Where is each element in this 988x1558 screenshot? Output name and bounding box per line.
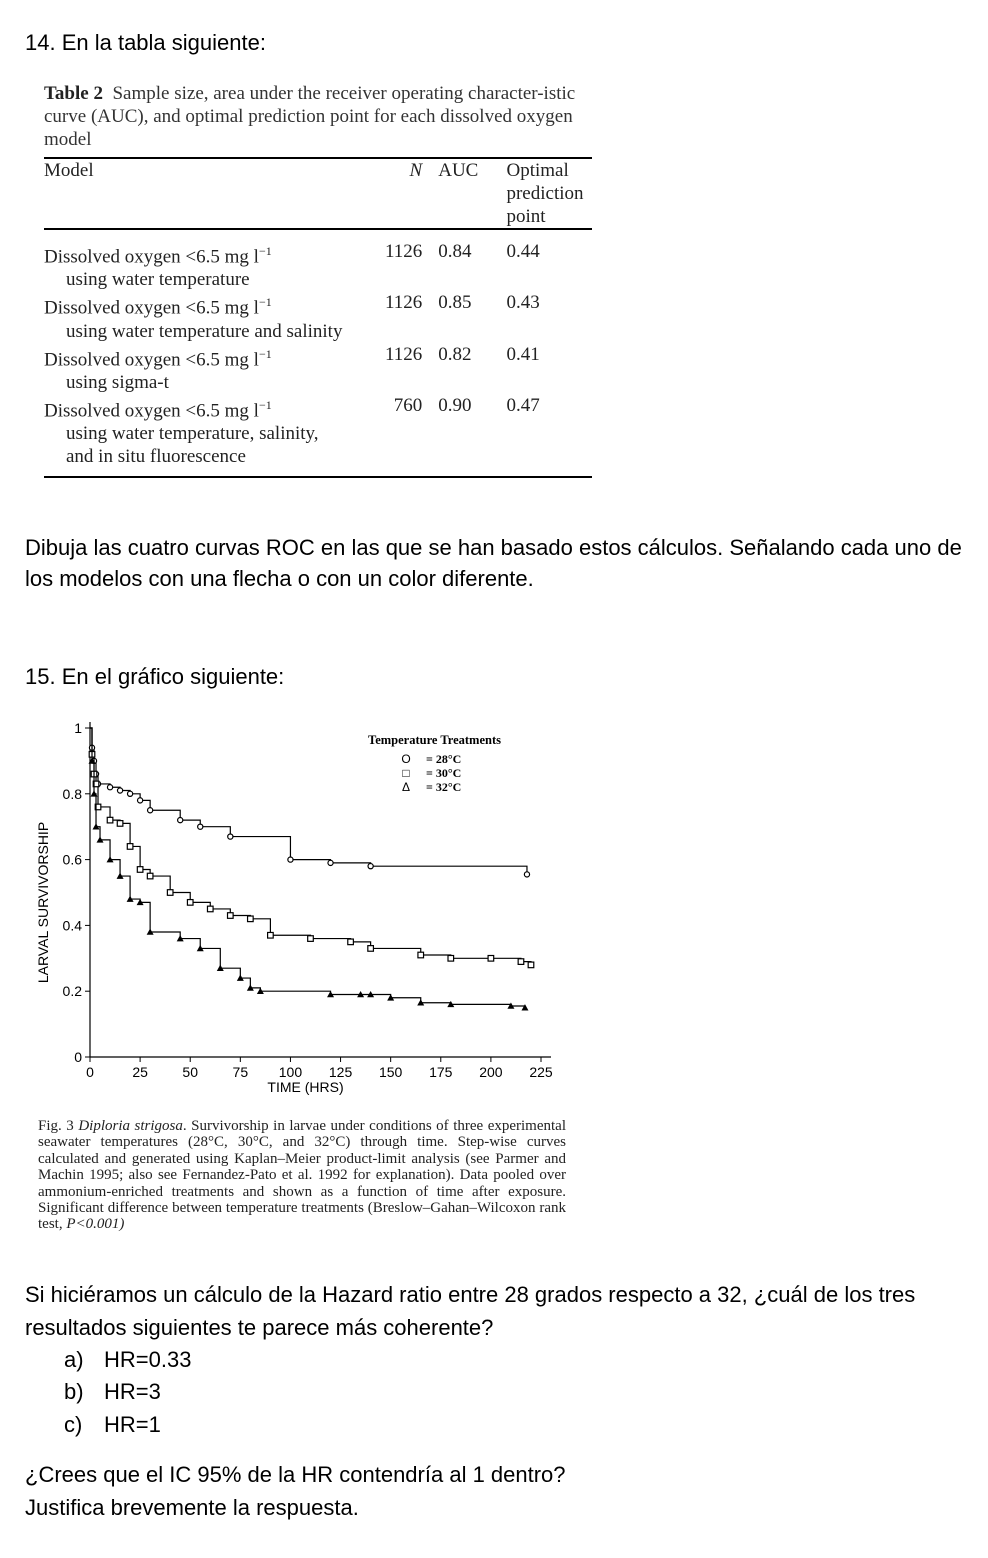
legend-label: = 30°C bbox=[426, 766, 462, 780]
legend-title: Temperature Treatments bbox=[368, 733, 501, 747]
row-opt: 0.47 bbox=[506, 394, 540, 416]
marker-circle bbox=[127, 791, 132, 796]
figure-caption-p: P<0.001) bbox=[66, 1216, 125, 1233]
series-triangle bbox=[89, 728, 529, 1010]
marker-circle bbox=[198, 824, 203, 829]
marker-square bbox=[248, 916, 254, 922]
marker-square bbox=[228, 913, 234, 919]
marker-triangle bbox=[521, 1004, 528, 1010]
legend-label: = 28°C bbox=[426, 752, 462, 766]
y-tick-label: 0 bbox=[74, 1049, 82, 1065]
marker-square bbox=[308, 936, 314, 942]
y-tick-label: 0.8 bbox=[62, 785, 82, 802]
marker-square bbox=[418, 952, 424, 958]
table-row bbox=[44, 394, 592, 468]
x-tick-label: 0 bbox=[86, 1064, 94, 1080]
legend-marker: O bbox=[401, 752, 411, 766]
row-auc: 0.84 bbox=[438, 241, 472, 262]
header-optimal: Optimal prediction point bbox=[506, 160, 584, 227]
figure-caption bbox=[38, 1118, 566, 1233]
row-n: 1126 bbox=[384, 241, 423, 262]
chart-axes bbox=[35, 720, 553, 1095]
question-15-heading: 15. En el gráfico siguiente: bbox=[25, 664, 285, 689]
row-model: Dissolved oxygen <6.5 mg $l^{-1}$ using water temperature and salinity bbox=[44, 295, 343, 342]
marker-square bbox=[207, 906, 213, 912]
ic-question-line: ¿Crees que el IC 95% de la HR contendría al 1 dentro? bbox=[25, 1462, 566, 1487]
table-bottom-rule bbox=[44, 476, 592, 478]
row-auc: 0.90 bbox=[438, 394, 472, 416]
y-axis-label: LARVAL SURVIVORSHIP bbox=[35, 821, 51, 984]
option-c: c) HR=1 bbox=[64, 1412, 161, 1437]
table-header-row bbox=[44, 159, 592, 228]
marker-square bbox=[528, 962, 534, 968]
table-row bbox=[44, 230, 592, 291]
marker-square bbox=[127, 844, 133, 850]
marker-circle bbox=[178, 818, 183, 823]
row-model: Dissolved oxygen <6.5 mg $l^{-1}$ using water temperature, salinity, and in situ fluorescence bbox=[44, 397, 319, 468]
row-auc: 0.82 bbox=[438, 343, 472, 365]
marker-square bbox=[268, 932, 274, 938]
roc-instruction: Dibuja las cuatro curvas ROC en las que se han basado estos cálculos. Señalando cada uno de los modelos con una flecha o con un color diferente. bbox=[25, 535, 962, 591]
x-tick-label: 150 bbox=[378, 1064, 403, 1080]
marker-square bbox=[167, 890, 173, 896]
marker-square bbox=[448, 956, 454, 962]
table-row bbox=[44, 291, 592, 342]
header-model: Model bbox=[44, 160, 94, 181]
header-auc: AUC bbox=[438, 160, 479, 181]
row-model: Dissolved oxygen <6.5 mg $l^{-1}$ using sigma-t bbox=[44, 346, 272, 393]
marker-circle bbox=[107, 785, 112, 790]
table-caption-text: Sample size, area under the receiver operating character-istic curve (AUC), and optimal prediction point for each dissolved oxygen model bbox=[44, 83, 576, 150]
row-model: Dissolved oxygen <6.5 mg $l^{-1}$ using water temperature bbox=[44, 244, 272, 291]
question-14-heading: 14. En la tabla siguiente: bbox=[25, 30, 266, 55]
series-circle bbox=[89, 728, 529, 877]
chart-legend bbox=[368, 733, 501, 794]
marker-circle bbox=[524, 872, 529, 877]
marker-square bbox=[518, 959, 524, 965]
marker-square bbox=[117, 821, 123, 827]
y-tick-label: 1 bbox=[74, 720, 82, 736]
table-caption-label: Table 2 bbox=[44, 83, 103, 104]
series-line bbox=[90, 728, 531, 965]
marker-circle bbox=[228, 834, 233, 839]
x-tick-label: 175 bbox=[429, 1064, 453, 1080]
marker-circle bbox=[288, 857, 293, 862]
marker-circle bbox=[368, 864, 373, 869]
chart-series bbox=[89, 728, 534, 1010]
legend-label: = 32°C bbox=[426, 780, 462, 794]
x-tick-label: 50 bbox=[182, 1064, 199, 1080]
legend-marker: Δ bbox=[401, 780, 411, 794]
legend-marker: □ bbox=[402, 766, 410, 780]
confidence-interval-question bbox=[25, 1458, 965, 1524]
marker-square bbox=[348, 939, 354, 945]
table-body bbox=[44, 159, 592, 468]
table-2 bbox=[44, 82, 592, 478]
marker-square bbox=[368, 946, 374, 952]
row-n: 760 bbox=[393, 394, 423, 416]
figure-caption-text: . Survivorship in larvae under conditions of three experimental seawater temperatures (28°C, 30°C, and 32°C) through time. Step-wise curves calculated and generated using Kaplan–Meier product-limit analysis (see Parmer and Machin 1995; also see Fernandez-Pato et al. 1992 for explanation). Data pooled over ammonium-enriched treatments and shown as a function of time after exposure. Significant difference between temperature treatments (Breslow–Gahan–Wilcoxon rank test, bbox=[38, 1118, 566, 1233]
x-axis-label: TIME (HRS) bbox=[267, 1079, 344, 1095]
justify-line: Justifica brevemente la respuesta. bbox=[25, 1495, 359, 1520]
table-caption bbox=[44, 82, 592, 151]
x-tick-label: 225 bbox=[529, 1064, 553, 1080]
row-n: 1126 bbox=[384, 292, 423, 314]
y-tick-label: 0.6 bbox=[62, 851, 82, 868]
marker-circle bbox=[148, 808, 153, 813]
table-row bbox=[44, 343, 592, 394]
marker-square bbox=[187, 900, 193, 906]
y-tick-label: 0.4 bbox=[62, 917, 82, 934]
series-line bbox=[90, 728, 527, 874]
y-tick-label: 0.2 bbox=[62, 983, 82, 1000]
hazard-ratio-question: Si hiciéramos un cálculo de la Hazard ratio entre 28 grados respecto a 32, ¿cuál de los tres resultados siguientes te parece más coherente? bbox=[25, 1282, 916, 1340]
figure-caption-label: Fig. 3 bbox=[38, 1118, 74, 1134]
row-opt: 0.43 bbox=[506, 292, 540, 314]
marker-circle bbox=[328, 860, 333, 865]
marker-square bbox=[488, 956, 494, 962]
x-tick-label: 200 bbox=[479, 1064, 503, 1080]
survival-chart bbox=[30, 712, 590, 1112]
row-n: 1126 bbox=[384, 343, 423, 365]
option-b: b) HR=3 bbox=[64, 1379, 161, 1404]
marker-square bbox=[107, 817, 113, 823]
marker-circle bbox=[117, 788, 122, 793]
option-a: a) HR=0.33 bbox=[64, 1347, 192, 1372]
row-opt: 0.41 bbox=[506, 343, 540, 365]
x-tick-label: 75 bbox=[232, 1064, 249, 1080]
row-auc: 0.85 bbox=[438, 292, 472, 314]
marker-circle bbox=[138, 798, 143, 803]
row-opt: 0.44 bbox=[506, 241, 540, 262]
marker-square bbox=[137, 867, 143, 873]
x-tick-label: 100 bbox=[278, 1064, 303, 1080]
x-tick-label: 25 bbox=[132, 1064, 148, 1080]
x-tick-label: 125 bbox=[328, 1064, 353, 1080]
figure-caption-species: Diploria strigosa bbox=[78, 1118, 183, 1134]
marker-square bbox=[147, 873, 153, 879]
header-n: N bbox=[409, 160, 423, 181]
